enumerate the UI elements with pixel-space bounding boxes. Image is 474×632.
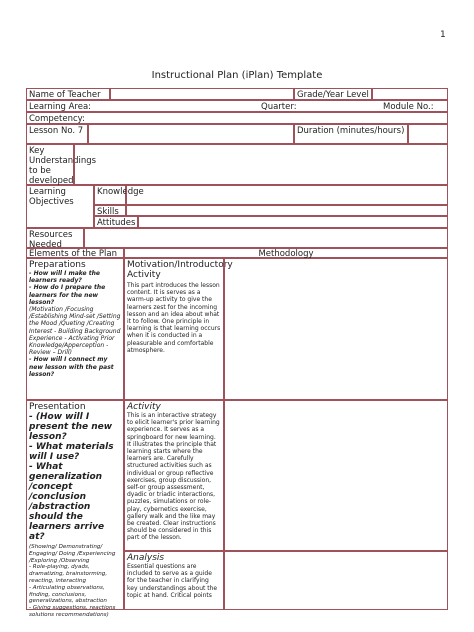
grade-year-level-field[interactable] xyxy=(372,88,448,100)
activity-cell xyxy=(124,400,224,551)
motivation-cell xyxy=(124,258,233,400)
preparations-q2: - How do I prepare the learners for the new lesson? xyxy=(29,284,106,306)
activity-title: Activity xyxy=(127,402,161,412)
learning-area-label: Learning Area: xyxy=(29,102,92,112)
attitudes-field[interactable] xyxy=(138,216,448,228)
presentation-q1: - (How will I present the new lesson? xyxy=(29,412,113,442)
analysis-body: Essential questions are included to serve as a guide for the teacher in clarifying key understandings about the topic at hand. Critical points xyxy=(127,563,218,599)
skills-label: Skills xyxy=(94,205,126,216)
duration-field[interactable] xyxy=(408,124,448,144)
preparations-note: (Motivation /Focusing /Establishing Mind-set /Setting the Mood /Queting /Creating Interest - Building Background Experience - Activating Prior Knowledge/Apperception - Review – Drill) xyxy=(29,306,121,357)
name-of-teacher-label: Name of Teacher xyxy=(26,88,110,100)
preparations-heading: Preparations xyxy=(29,260,86,270)
presentation-note-4: - Giving suggestions, reactions solutions recommendations) xyxy=(29,605,116,618)
elements-of-plan-header: Elements of the Plan xyxy=(26,248,124,258)
motivation-body: This part introduces the lesson content. It is serves as a warm-up activity to give the learners zest for the incoming lesson and an idea about what it to follow. One principle in learning is that learning occurs when it is conducted in a pleasurable and comfortable atmosphere. xyxy=(127,282,221,354)
document-title: Instructional Plan (iPlan) Template xyxy=(151,70,323,81)
skills-field[interactable] xyxy=(126,205,448,216)
knowledge-field[interactable] xyxy=(126,185,448,205)
preparations-cell xyxy=(26,258,124,400)
lesson-no-field[interactable] xyxy=(88,124,294,144)
analysis-title: Analysis xyxy=(127,553,165,563)
grade-year-level-label: Grade/Year Level xyxy=(294,88,372,100)
activity-notes-field[interactable] xyxy=(224,400,448,551)
module-no-label: Module No.: xyxy=(383,102,434,112)
analysis-cell xyxy=(124,551,224,610)
resources-needed-field[interactable] xyxy=(84,228,448,248)
page-number: 1 xyxy=(440,30,446,40)
iplan-table xyxy=(26,88,448,618)
lesson-no-label: Lesson No. 7 xyxy=(26,124,88,144)
quarter-label: Quarter: xyxy=(261,102,297,112)
methodology-header: Methodology xyxy=(124,248,448,258)
preparations-q3: - How will I connect my new lesson with the past lesson? xyxy=(29,356,114,378)
presentation-q2: - What materials will I use? xyxy=(29,442,114,462)
motivation-notes-field[interactable] xyxy=(224,258,448,400)
attitudes-label: Attitudes xyxy=(94,216,138,228)
presentation-note-2: - Role-playing, dyads, dramatizing, brainstorming, reacting, interacting xyxy=(29,564,108,584)
preparations-q1: - How will I make the learners ready? xyxy=(29,270,100,285)
key-understandings-label: Key Understandings to be developed xyxy=(26,144,74,185)
knowledge-label: Knowledge xyxy=(94,185,126,205)
presentation-note-3: - Articulating observations, finding, conclusions, generalizations, abstraction xyxy=(29,584,107,605)
resources-needed-label: Resources Needed xyxy=(26,228,84,248)
presentation-note-1: (Showing/ Demonstrating/ Engaging/ Doing /Experiencing /Exploring /Observing xyxy=(29,544,116,564)
name-of-teacher-field[interactable] xyxy=(110,88,294,100)
competency-label: Competency: xyxy=(26,112,448,124)
presentation-q3: - What generalization /concept /conclusion /abstraction should the learners arrive at? xyxy=(29,462,105,542)
analysis-notes-field[interactable] xyxy=(224,551,448,610)
duration-label: Duration (minutes/hours) xyxy=(294,124,408,144)
learning-objectives-label: Learning Objectives xyxy=(26,185,94,228)
motivation-title: Motivation/Introductory Activity xyxy=(127,260,233,280)
key-understandings-field[interactable] xyxy=(74,144,448,185)
presentation-heading: Presentation xyxy=(29,402,86,412)
presentation-cell xyxy=(26,400,124,618)
learning-area-row xyxy=(26,100,448,112)
activity-body: This is an interactive strategy to elicit learner's prior learning experience. It serves as a springboard for new learning. It illustrates the principle that learning starts where the learners are. Carefully structured activities such as individual or group reflective exercises, group discussion, self-or group assessment, dyadic or triadic interactions, puzzles, simulations or role-play, cybernetics exercise, gallery walk and the like may be created. Clear instructions should be considered in this part of the lesson. xyxy=(127,412,220,542)
